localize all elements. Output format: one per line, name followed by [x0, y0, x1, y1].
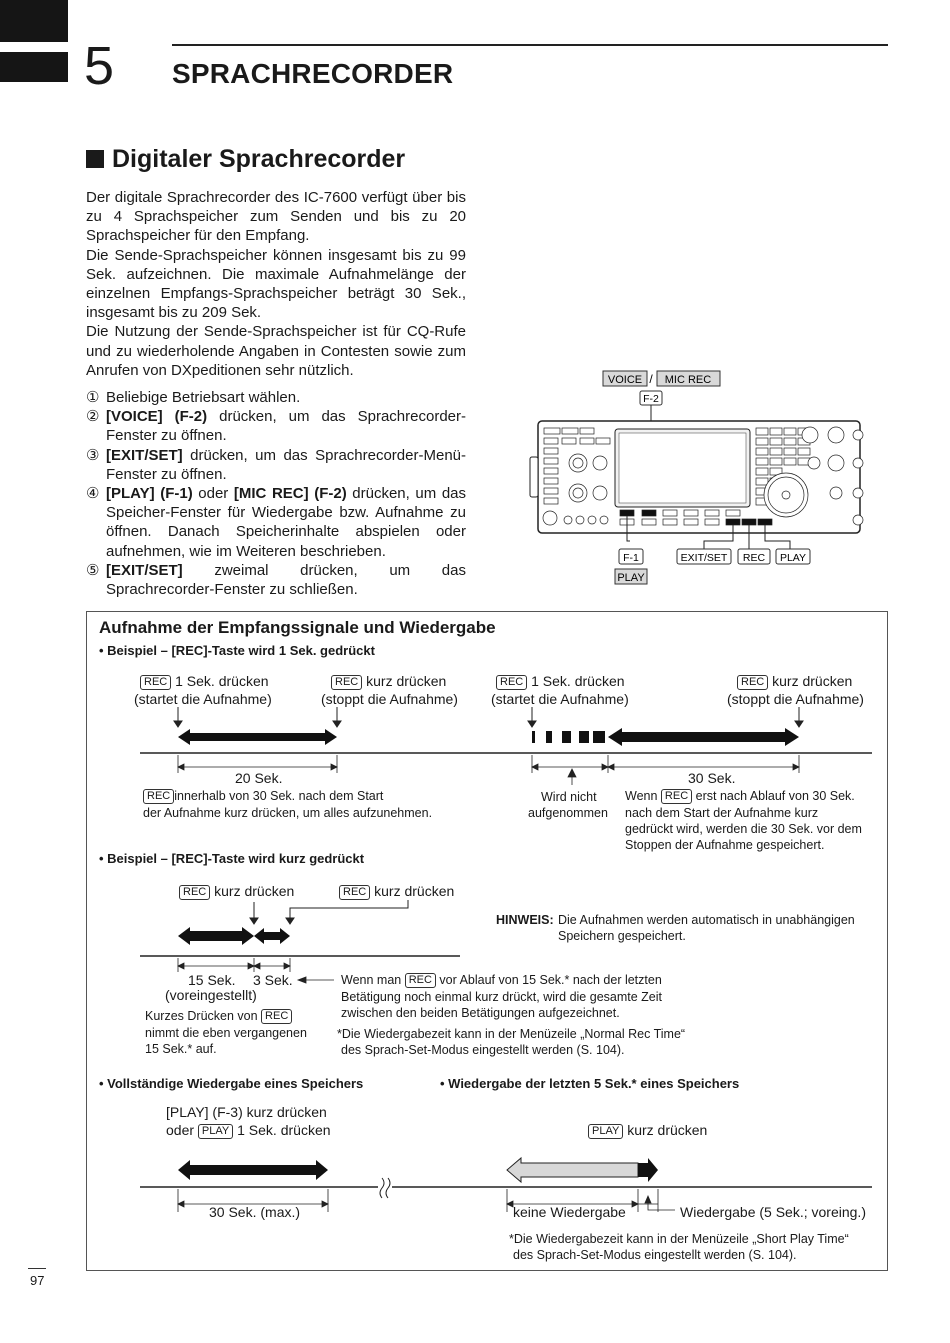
chapter-title: SPRACHRECORDER	[172, 58, 454, 89]
intro-paragraph: Die Sende-Sprachspeicher können insgesamt bis zu 99 Sek. aufzeichnen. Die maximale Aufnahmelänge der einzelnen Empfangs-Sprachspeicher beträgt 30 Sek., insgesamt bis zu 209 Sek.	[86, 246, 466, 322]
duration-label: 30 Sek.	[688, 770, 736, 786]
skipped-segment-bar	[507, 1158, 638, 1182]
step-item: ⑤ [EXIT/SET] zweimal drücken, um das Sprachrecorder-Fenster zu schließen.	[86, 561, 466, 599]
duration-label: 20 Sek.	[235, 770, 283, 786]
play-key-icon: PLAY	[198, 1124, 233, 1139]
step-item: ② [VOICE] (F-2) drücken, um das Sprachrecorder-Fenster zu öffnen.	[86, 408, 466, 445]
playback-full-bar	[178, 1160, 328, 1180]
rec-key-icon: REC	[661, 789, 692, 804]
section-heading	[86, 145, 405, 174]
not-recorded-dashes	[532, 731, 605, 743]
square-bullet-icon	[86, 150, 104, 168]
step-item: ④ [PLAY] (F-1) oder [MIC REC] (F-2) drücken, um das Speicher-Fenster für Wiedergabe bzw. Aufnahme zu öffnen. Danach Speicherinhalte abspielen oder aufnehmen, wie im Weiteren beschrieben.	[86, 485, 467, 560]
radio-front-panel-illustration	[520, 365, 890, 590]
rec-key-icon: REC	[339, 885, 370, 900]
play-key-icon: PLAY	[588, 1124, 623, 1139]
page-number-rule	[28, 1268, 46, 1269]
chapter-tab-block	[0, 0, 68, 42]
recorded-segment-bar	[178, 729, 337, 745]
radio-handle	[530, 457, 538, 497]
section-title: Digitaler Sprachrecorder	[112, 145, 406, 173]
example3-heading: • Vollständige Wiedergabe eines Speichers	[99, 1076, 364, 1091]
step-item: ① Beliebige Betriebsart wählen.	[86, 389, 301, 406]
play-key-label: PLAY	[617, 572, 645, 584]
intro-paragraph: Der digitale Sprachrecorder des IC-7600 verfügt über bis zu 4 Sprachspeicher zum Senden und bis zu 20 Sprachspeicher für den Empfang.	[86, 189, 466, 245]
step-item: ③ [EXIT/SET] drücken, um das Sprachrecorder-Menü-Fenster zu öffnen.	[86, 446, 466, 483]
played-segment-bar	[638, 1158, 658, 1182]
recorded-segment-bar	[254, 928, 290, 944]
duration-label: 30 Sek. (max.)	[209, 1204, 301, 1220]
rec-key-icon: REC	[331, 675, 362, 690]
example2-heading: • Beispiel – [REC]-Taste wird kurz gedrückt	[99, 851, 365, 866]
f2-key-label: F-2	[643, 393, 659, 405]
rec-key-icon: REC	[405, 973, 436, 988]
header-rule	[172, 44, 888, 46]
rec-key-icon: REC	[140, 675, 171, 690]
rec-key-icon: REC	[261, 1009, 292, 1024]
box-title: Aufnahme der Empfangssignale und Wiedergabe	[99, 618, 496, 637]
chapter-tab-block-lower	[0, 52, 68, 82]
duration-label: Wiedergabe (5 Sek.; voreing.)	[680, 1204, 866, 1220]
intro-paragraph: Die Nutzung der Sende-Sprachspeicher ist für CQ-Rufe und zu wiederholende Angaben in Contesten sowie zum Anrufen von DXpeditionen sehr nützlich.	[86, 323, 466, 379]
chapter-number: 5	[84, 36, 115, 96]
step-list	[86, 388, 466, 599]
duration-label: 3 Sek.	[253, 972, 293, 988]
rec-key-icon: REC	[179, 885, 210, 900]
example4-heading: • Wiedergabe der letzten 5 Sek.* eines Speichers	[440, 1076, 740, 1091]
rec-key-label: REC	[742, 552, 766, 564]
f1-key-label: F-1	[623, 552, 639, 564]
recorded-segment-bar	[178, 927, 254, 945]
rec-key-icon: REC	[496, 675, 527, 690]
recorded-segment-bar	[608, 728, 799, 746]
duration-label: 15 Sek.	[188, 972, 236, 988]
rec-key-icon: REC	[143, 789, 174, 804]
duration-label: keine Wiedergabe	[513, 1204, 626, 1220]
rec-key-icon: REC	[737, 675, 768, 690]
exit-set-key-label: EXIT/SET	[680, 552, 728, 564]
voice-key-label: VOICE	[607, 374, 643, 386]
svg-text:/: /	[649, 372, 653, 386]
intro-text	[86, 188, 466, 380]
mic-rec-key-label: MIC REC	[664, 374, 712, 386]
page-number: 97	[30, 1273, 45, 1288]
hinweis-label: HINWEIS:	[496, 913, 554, 927]
play-key-label-2: PLAY	[779, 552, 807, 564]
example1-heading: • Beispiel – [REC]-Taste wird 1 Sek. gedrückt	[99, 643, 375, 658]
